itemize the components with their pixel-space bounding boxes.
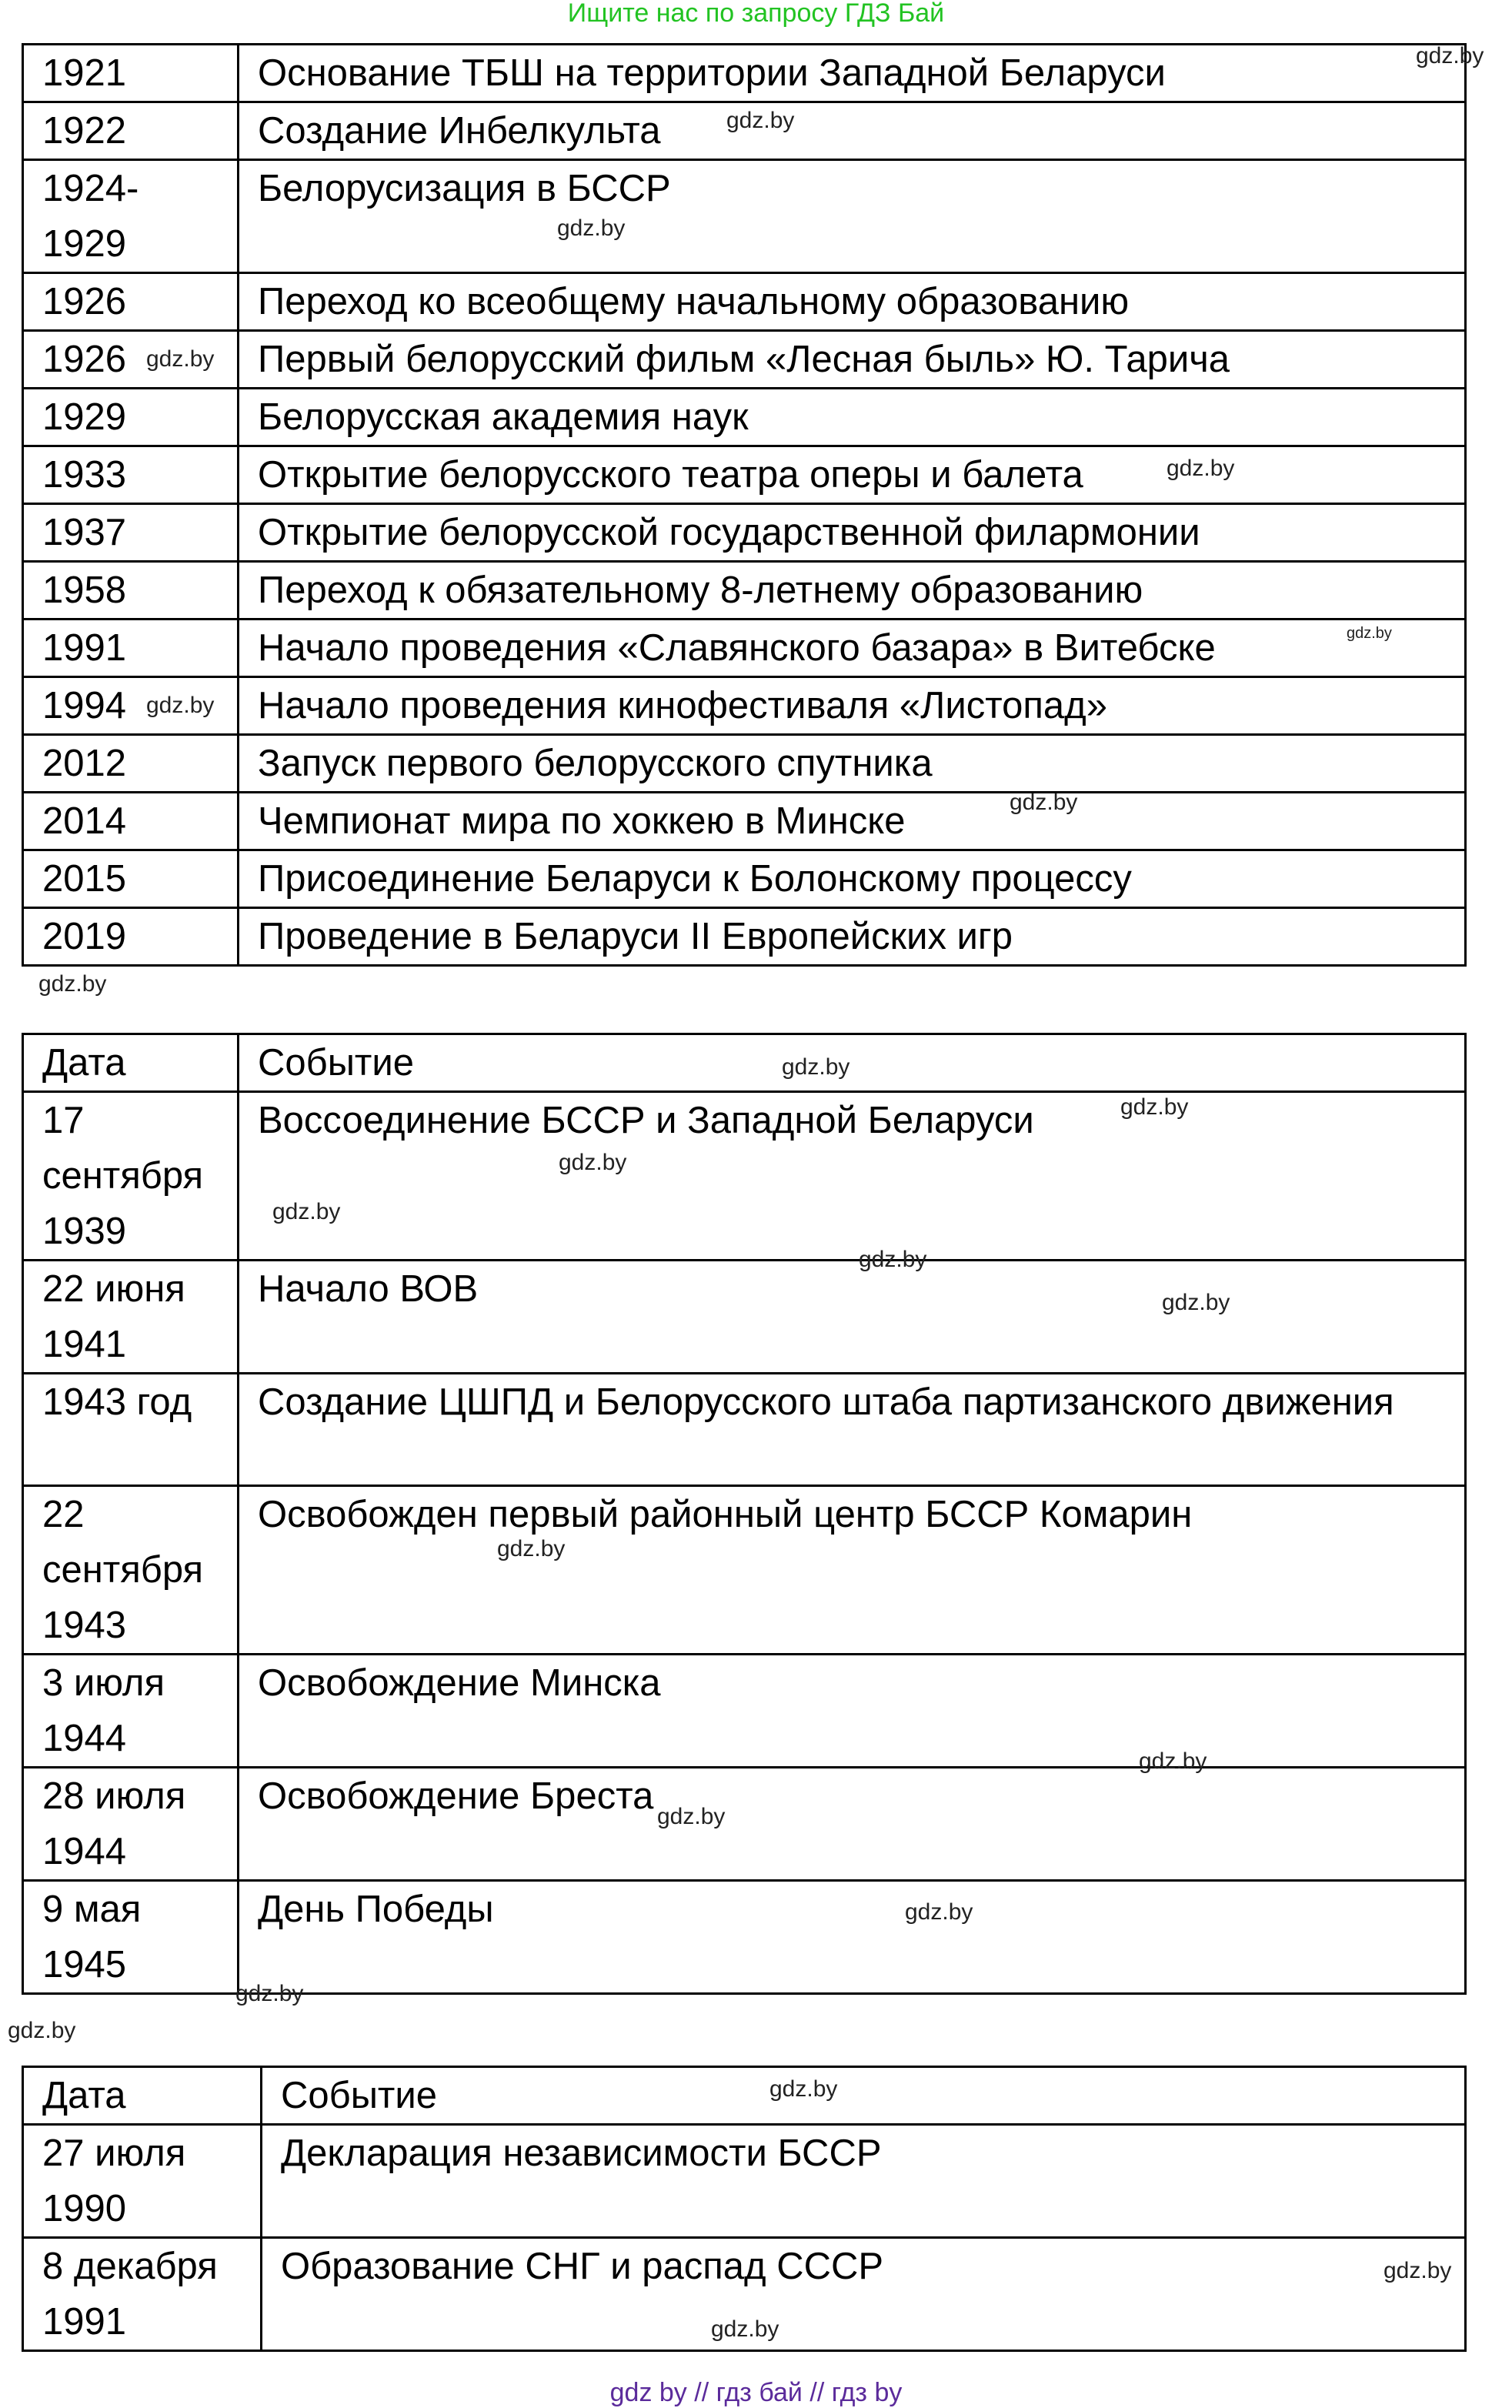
watermark: gdz.by bbox=[726, 108, 795, 133]
watermark: gdz.by bbox=[8, 2018, 76, 2043]
table-row bbox=[23, 1881, 1466, 1994]
event-cell: Начало проведения кинофестиваля «Листопад» bbox=[239, 677, 1466, 735]
watermark: gdz.by bbox=[1347, 625, 1392, 642]
watermark: gdz.by bbox=[235, 1981, 304, 2006]
watermark: gdz.by bbox=[859, 1247, 927, 1272]
watermark: gdz.by bbox=[1010, 790, 1078, 815]
event-cell: Белорусизация в БССР bbox=[239, 160, 1466, 273]
table-row bbox=[23, 793, 1466, 850]
table-row bbox=[23, 1092, 1466, 1261]
table-row bbox=[23, 273, 1466, 331]
table-row bbox=[23, 1261, 1466, 1374]
event-cell: Белорусская академия наук bbox=[239, 389, 1466, 446]
table-header-row bbox=[23, 1034, 1466, 1092]
watermark: gdz.by bbox=[1120, 1094, 1189, 1120]
timeline-table-war bbox=[22, 1033, 1467, 1995]
date-cell: 1994 bbox=[23, 677, 239, 735]
event-cell: Создание Инбелкульта bbox=[239, 102, 1466, 160]
event-cell: Образование СНГ и распад СССР bbox=[262, 2238, 1466, 2351]
watermark: gdz.by bbox=[1383, 2258, 1452, 2283]
table-row bbox=[23, 160, 1466, 273]
table-row bbox=[23, 1374, 1466, 1486]
event-cell: Начало ВОВ bbox=[239, 1261, 1466, 1374]
table-row bbox=[23, 45, 1466, 102]
date-cell: 2012 bbox=[23, 735, 239, 793]
timeline-table-independence bbox=[22, 2066, 1467, 2352]
watermark: gdz.by bbox=[497, 1536, 566, 1561]
table-row bbox=[23, 562, 1466, 620]
date-cell: 28 июля 1944 bbox=[23, 1768, 239, 1881]
header-event: Событие bbox=[239, 1034, 1466, 1092]
watermark: gdz.by bbox=[557, 215, 626, 241]
table-row bbox=[23, 331, 1466, 389]
date-cell: 8 декабря 1991 bbox=[23, 2238, 262, 2351]
event-cell: Переход ко всеобщему начальному образованию bbox=[239, 273, 1466, 331]
date-cell: 1926 bbox=[23, 331, 239, 389]
search-hint: Ищите нас по запросу ГДЗ Бай bbox=[567, 0, 945, 28]
watermark: gdz.by bbox=[146, 346, 215, 372]
watermark: gdz.by bbox=[769, 2076, 838, 2102]
watermark: gdz.by bbox=[272, 1199, 341, 1224]
table-header-row bbox=[23, 2067, 1466, 2125]
event-cell: Первый белорусский фильм «Лесная быль» Ю. Тарича bbox=[239, 331, 1466, 389]
watermark: gdz.by bbox=[905, 1899, 973, 1925]
date-cell: 2014 bbox=[23, 793, 239, 850]
event-cell: Открытие белорусской государственной филармонии bbox=[239, 504, 1466, 562]
date-cell: 9 мая 1945 bbox=[23, 1881, 239, 1994]
watermark: gdz.by bbox=[782, 1054, 850, 1080]
date-cell: 1924- 1929 bbox=[23, 160, 239, 273]
event-cell: Начало проведения «Славянского базара» в Витебске bbox=[239, 620, 1466, 677]
header-date: Дата bbox=[23, 1034, 239, 1092]
table-row bbox=[23, 620, 1466, 677]
table-row bbox=[23, 446, 1466, 504]
date-cell: 1922 bbox=[23, 102, 239, 160]
event-cell: Создание ЦШПД и Белорусского штаба партизанского движения bbox=[239, 1374, 1466, 1486]
header-date: Дата bbox=[23, 2067, 262, 2125]
table-row bbox=[23, 908, 1466, 966]
date-cell: 22 сентября 1943 bbox=[23, 1486, 239, 1655]
event-cell: Освобождение Бреста bbox=[239, 1768, 1466, 1881]
date-cell: 1926 bbox=[23, 273, 239, 331]
table-row bbox=[23, 677, 1466, 735]
date-cell: 1929 bbox=[23, 389, 239, 446]
table-row bbox=[23, 504, 1466, 562]
event-cell: Открытие белорусского театра оперы и балета bbox=[239, 446, 1466, 504]
table-row bbox=[23, 850, 1466, 908]
date-cell: 1933 bbox=[23, 446, 239, 504]
date-cell: 22 июня 1941 bbox=[23, 1261, 239, 1374]
event-cell: Проведение в Беларуси II Европейских игр bbox=[239, 908, 1466, 966]
date-cell: 1937 bbox=[23, 504, 239, 562]
date-cell: 17 сентября 1939 bbox=[23, 1092, 239, 1261]
event-cell: Основание ТБШ на территории Западной Беларуси bbox=[239, 45, 1466, 102]
table-row bbox=[23, 2125, 1466, 2238]
header-event: Событие bbox=[262, 2067, 1466, 2125]
watermark: gdz.by bbox=[559, 1150, 627, 1175]
table-row bbox=[23, 1655, 1466, 1768]
watermark: gdz.by bbox=[657, 1804, 726, 1829]
date-cell: 1921 bbox=[23, 45, 239, 102]
event-cell: Чемпионат мира по хоккею в Минске bbox=[239, 793, 1466, 850]
date-cell: 27 июля 1990 bbox=[23, 2125, 262, 2238]
event-cell: Присоединение Беларуси к Болонскому процессу bbox=[239, 850, 1466, 908]
watermark: gdz.by bbox=[146, 693, 215, 718]
watermark: gdz.by bbox=[1416, 43, 1484, 68]
table-row bbox=[23, 389, 1466, 446]
watermark: gdz.by bbox=[1167, 456, 1235, 481]
event-cell: Освобождение Минска bbox=[239, 1655, 1466, 1768]
watermark: gdz.by bbox=[1162, 1290, 1230, 1315]
event-cell: Освобожден первый районный центр БССР Комарин bbox=[239, 1486, 1466, 1655]
footer-links: gdz by // гдз бай // гдз by bbox=[609, 2378, 903, 2407]
timeline-table-culture bbox=[22, 43, 1467, 967]
watermark: gdz.by bbox=[1139, 1748, 1207, 1774]
date-cell: 3 июля 1944 bbox=[23, 1655, 239, 1768]
watermark: gdz.by bbox=[711, 2316, 779, 2342]
date-cell: 2019 bbox=[23, 908, 239, 966]
event-cell: Декларация независимости БССР bbox=[262, 2125, 1466, 2238]
event-cell: Воссоединение БССР и Западной Беларуси bbox=[239, 1092, 1466, 1261]
table-row bbox=[23, 735, 1466, 793]
date-cell: 2015 bbox=[23, 850, 239, 908]
event-cell: День Победы bbox=[239, 1881, 1466, 1994]
date-cell: 1943 год bbox=[23, 1374, 239, 1486]
table-row bbox=[23, 1486, 1466, 1655]
date-cell: 1958 bbox=[23, 562, 239, 620]
watermark: gdz.by bbox=[38, 971, 107, 997]
table-row bbox=[23, 1768, 1466, 1881]
event-cell: Переход к обязательному 8-летнему образованию bbox=[239, 562, 1466, 620]
date-cell: 1991 bbox=[23, 620, 239, 677]
event-cell: Запуск первого белорусского спутника bbox=[239, 735, 1466, 793]
